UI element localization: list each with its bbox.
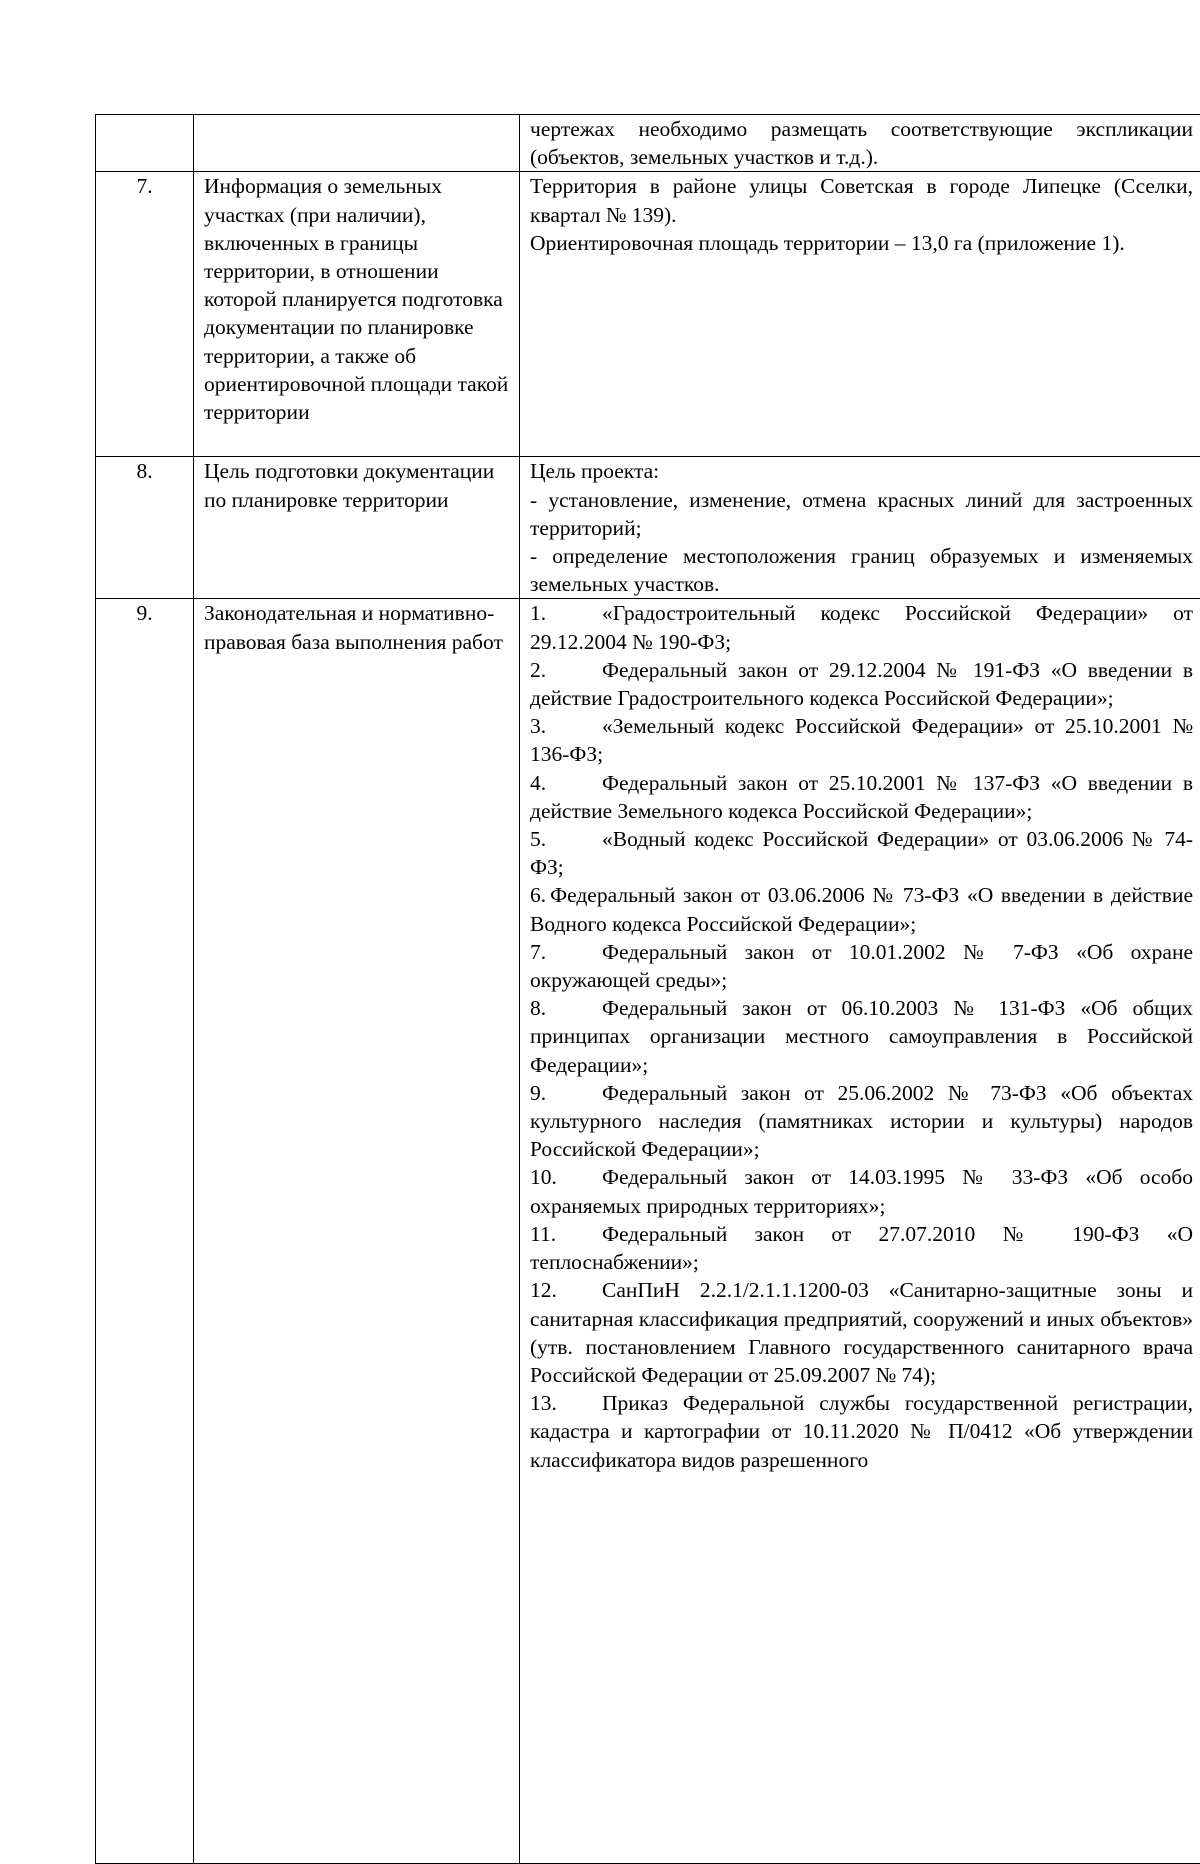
law-list-item	[530, 1389, 1193, 1474]
table-row-continuation	[96, 115, 1200, 172]
law-item-number: 9.	[530, 1079, 602, 1107]
law-item-number: 5.	[530, 825, 602, 853]
law-list-item	[530, 994, 1193, 1079]
row-name-cell: Информация о земельных участках (при наличии), включенных в границы территории, в отношении которой планируется подготовка документации по планировке территории, а также об ориентировочной площади такой территории	[194, 172, 520, 457]
paragraph: - определение местоположения границ образуемых и изменяемых земельных участков.	[530, 542, 1193, 598]
row-value-cell	[520, 457, 1200, 599]
law-item-text: Федеральный закон от 14.03.1995 № 33-ФЗ «Об особо охраняемых природных территориях»;	[530, 1165, 1193, 1217]
row-number-cell	[96, 115, 194, 172]
law-item-number: 8.	[530, 994, 602, 1022]
law-item-number: 13.	[530, 1389, 602, 1417]
table-row-8	[96, 457, 1200, 599]
law-item-number: 4.	[530, 769, 602, 797]
law-item-text: Федеральный закон от 29.12.2004 № 191-ФЗ «О введении в действие Градостроительного кодекса Российской Федерации»;	[530, 658, 1193, 710]
law-item-text: Федеральный закон от 27.07.2010 № 190-ФЗ «О теплоснабжении»;	[530, 1222, 1193, 1274]
law-item-text: «Земельный кодекс Российской Федерации» от 25.10.2001 № 136-ФЗ;	[530, 714, 1193, 766]
row-value-cell	[520, 599, 1200, 1864]
row-name-cell: Законодательная и нормативно-правовая база выполнения работ	[194, 599, 520, 1864]
row-value-cell	[520, 115, 1200, 172]
law-list-item	[530, 599, 1193, 655]
law-list-item	[530, 1220, 1193, 1276]
law-item-number: 11.	[530, 1220, 602, 1248]
paragraph: Ориентировочная площадь территории – 13,0 га (приложение 1).	[530, 229, 1193, 257]
row-name-cell	[194, 115, 520, 172]
law-item-text: «Водный кодекс Российской Федерации» от 03.06.2006 № 74-ФЗ;	[530, 827, 1193, 879]
law-list-item	[530, 769, 1193, 825]
paragraph: Территория в районе улицы Советская в городе Липецке (Сселки, квартал № 139).	[530, 172, 1193, 228]
continuation-text: чертежах необходимо размещать соответствующие экспликации (объектов, земельных участков и т.д.).	[530, 115, 1193, 171]
law-item-number: 1.	[530, 599, 602, 627]
paragraph: Цель проекта:	[530, 457, 1193, 485]
law-item-number: 12.	[530, 1276, 602, 1304]
law-list-item	[530, 938, 1193, 994]
table-row-9	[96, 599, 1200, 1864]
law-item-number: 2.	[530, 656, 602, 684]
law-list-item	[530, 1079, 1193, 1164]
law-list-item	[530, 825, 1193, 881]
law-list-item	[530, 881, 1193, 937]
law-item-text: Федеральный закон от 03.06.2006 № 73-ФЗ «О введении в действие Водного кодекса Российской Федерации»;	[530, 883, 1193, 935]
law-list-item	[530, 712, 1193, 768]
row-number-cell: 8.	[96, 457, 194, 599]
law-list-item	[530, 656, 1193, 712]
row-number-cell: 7.	[96, 172, 194, 457]
table-row-7	[96, 172, 1200, 457]
law-item-text: Федеральный закон от 10.01.2002 № 7-ФЗ «Об охране окружающей среды»;	[530, 940, 1193, 992]
law-item-text: СанПиН 2.2.1/2.1.1.1200-03 «Санитарно-защитные зоны и санитарная классификация предприятий, сооружений и иных объектов» (утв. постановлением Главного государственного санитарного врача Российской Федерации от 25.09.2007 № 74);	[530, 1278, 1193, 1387]
row-number-cell: 9.	[96, 599, 194, 1864]
law-item-number: 6.	[530, 883, 546, 907]
paragraph: - установление, изменение, отмена красных линий для застроенных территорий;	[530, 486, 1193, 542]
row-value-cell	[520, 172, 1200, 457]
law-item-text: Приказ Федеральной службы государственной регистрации, кадастра и картографии от 10.11.2020 № П/0412 «Об утверждении классификатора видов разрешенного	[530, 1391, 1193, 1471]
law-list-item	[530, 1163, 1193, 1219]
law-item-text: Федеральный закон от 06.10.2003 № 131-ФЗ «Об общих принципах организации местного самоуправления в Российской Федерации»;	[530, 996, 1193, 1076]
law-item-number: 10.	[530, 1163, 602, 1191]
row-name-cell: Цель подготовки документации по планировке территории	[194, 457, 520, 599]
law-item-number: 7.	[530, 938, 602, 966]
law-list-item	[530, 1276, 1193, 1389]
law-item-text: «Градостроительный кодекс Российской Федерации» от 29.12.2004 № 190-ФЗ;	[530, 601, 1193, 653]
requirements-table	[95, 114, 1200, 1864]
law-item-text: Федеральный закон от 25.06.2002 № 73-ФЗ «Об объектах культурного наследия (памятниках истории и культуры) народов Российской Федерации»;	[530, 1081, 1193, 1161]
law-item-text: Федеральный закон от 25.10.2001 № 137-ФЗ «О введении в действие Земельного кодекса Российской Федерации»;	[530, 771, 1193, 823]
law-item-number: 3.	[530, 712, 602, 740]
